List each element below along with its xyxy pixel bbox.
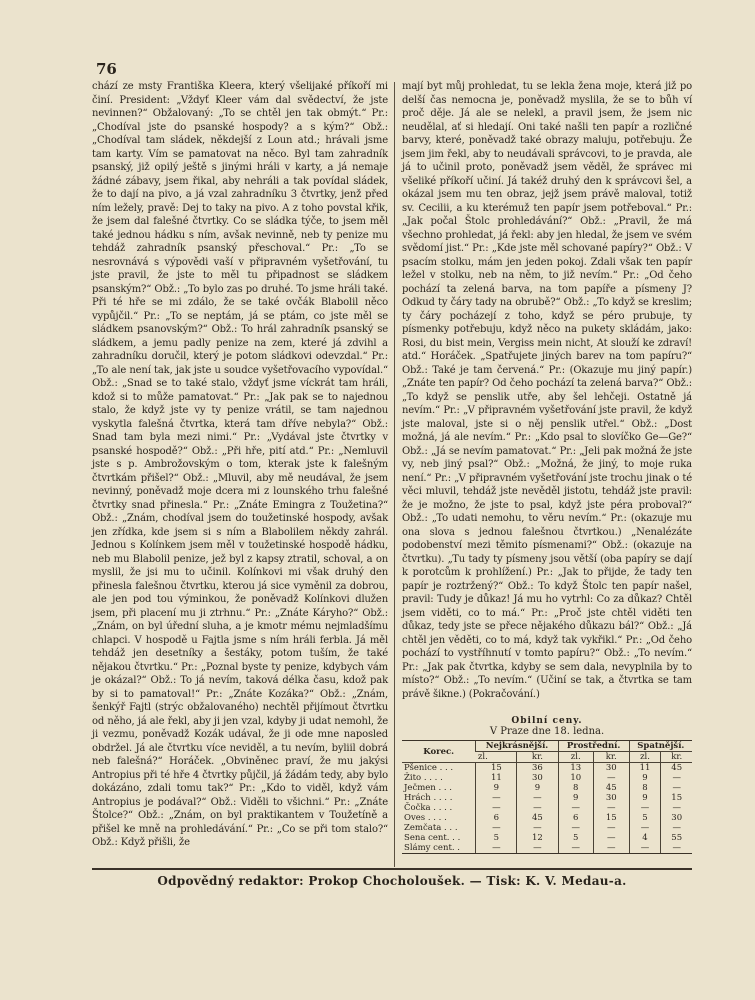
- commodity-name: Sena cent. . .: [404, 833, 461, 843]
- price-cell: —: [661, 823, 692, 833]
- left-column-text: chází ze msty Františka Kleera, který všelijaké příkoří mi činí. President: „Vždyť Kleer vám dal svědectví, že jste nevinnen?“ Obžalovaný: „To se chtěl jen tak obmýt.“ Pr.: „Chodíval jste do psanské hospody? a s kým?“ Obž.: „Chodíval tam sládek, někdejší z Loun atd.; hrávali jsme tam karty. Vím se pamatovat na něco. Byl tam zahradník psanský, již opilý ještě s jinými hráli v karty, a já nemaje žádné zábavy, jsem řikal, aby nehráli a tak povídal sládek, že to dají na pivo, a já vzal zahradníku 3 čtvrtky, jenž před ním ležely, pravě: Dej to taky na pivo. A z toho povstal křik, že jsem dal falešné čtvrtky. Co se sládka týče, to jsem měl také jednou hádku s ním, avšak nevinně, neb ty penize mu tehdáž zahradník psanský přeschoval.“ Pr.: „To se nesrovnává s výpovědi vaší v připravném vyšetřování, tu jste pravil, že jste to měl tu připadnost se sládkem psanským?“ Obž.: „To bylo zas po druhé. To jsme hráli také. Při té hře se mi zdálo, že se také ovčák Blabolil něco vypůjčil.“ Pr.: „To se neptám, já se ptám, co jste měl se sládkem psanovským?“ Obž.: To hrál zahradník psanský se sládkem, a jemu padly penize na zem, které já zdvihl a zahradníku doručil, který je potom sládkovi odevzdal.“ Pr.: „To ale není tak, jak jste u soudce vyšetřovacího vypovídal.“ Obž.: „Snad se to také stalo, vždyť jsme víckrát tam hráli, kdož si to může pamatovat.“ Pr.: „Jak pak se to najednou stalo, že když jste vy ty penize vrátil, se tam najednou vyskytla falešná čtvrtka, která tam dříve nebyla?“ Obž.: Snad tam byla mezi nimi.“ Pr.: „Vydával jste čtvrtky v psanské hospodě?“ Obž.: „Při hře, pití atd.“ Pr.: „Nemluvil jste s p. Ambrožovským o tom, kterak jste k falešným čtvrtkám přišel?“ Obž.: „Mluvil, aby mě neudával, že jsem nevinný, poněvadž moje dcera mi z lounského trhu falešné čtvrtky snad přinesla.“ Pr.: „Znáte Emingra z Toužetina?“ Obž.: „Znám, chodíval jsem do toužetinské hospody, avšak jen zřídka, kde jsem si s ním a Blabolilem někdy zahrál. Jednou s Kolínkem jsem měl v toužetinské hospodě hádku, neb mu Blabolil penize, jež byl z kapsy ztratil, schoval, a on myslil, že jsi mu to učinil. Kolínkovi mi však druhý den přinesla falešnou čtvrtku, kterou já sice vyměnil za dobrou, ale jen pod tou výminkou, že poněvadž Kolínkovi dlužen jsem, při placení mu ji ztrhnu.“ Pr.: „Znáte Káryho?“ Obž.: „Znám, on byl úřední sluha, a je kmotr mému nejmladšímu chlapci. V hospodě u Fajtla jsme s ním hráli ferbla. Já měl tehdáž jen desetníky a šestáky, potom tuším, že také nějakou čtvrtku.“ Pr.: „Poznal byste ty penize, kdybych vám je okázal?“ Obž.: To já nevím, taková délka času, kdož pak by si to pamatoval!“ Pr.: „Znáte Kozáka?“ Obž.: „Znám, šenkýř Fajtl (strýc obžalovaného) nechtěl přijímout čtvrtku od něho, já ale řekl, aby ji jen vzal, kdyby ji udat nemohl, že ji vezmu, poněvadž Kozák udával, že ji ode mne naposled obdržel. Já ale čtvrtku více neviděl, a tu nevím, byliil dobrá neb falešná?“ Horáček. „Obviněnec praví, že mu jakýsi Antropius při té hře 4 čtvrtky půjčil, já žádám tedy, aby bylo dokázáno, zdali tomu tak?“ Pr.: „Kdo to viděl, když vám Antropius je podával?“ Obž.: Viděli to všichni.“ Pr.: „Znáte Štolce?“ Obž.: „Znám, on byl praktikantem v Toužetíně a přišel ke mně na prohledávání.“ Pr.: „Co se při tom stalo?“ Obž.: Když přišli, že: [92, 81, 388, 848]
- price-cell: —: [661, 803, 692, 813]
- commodity-name: Zemčata . . .: [404, 823, 458, 833]
- table-row: [402, 813, 692, 823]
- table-row: [402, 783, 692, 793]
- prices-subtitle: V Praze dne 18. ledna.: [489, 726, 605, 737]
- price-cell: 9: [629, 773, 661, 783]
- page-number: 76: [96, 60, 117, 78]
- table-row: [402, 793, 692, 803]
- price-cell: 6: [558, 813, 593, 823]
- price-cell: 13: [558, 763, 593, 774]
- footer-rule: [92, 868, 692, 870]
- price-cell: —: [476, 843, 517, 854]
- price-cell: —: [517, 793, 558, 803]
- price-cell: —: [593, 823, 629, 833]
- price-cell: —: [476, 793, 517, 803]
- price-cell: —: [661, 773, 692, 783]
- col-group-middle: Prostřední.: [558, 741, 629, 752]
- table-row: [402, 803, 692, 813]
- price-cell: —: [661, 783, 692, 793]
- price-cell: 15: [661, 793, 692, 803]
- col-group-best: Nejkrásnější.: [476, 741, 558, 752]
- price-cell: —: [476, 823, 517, 833]
- price-cell: 12: [517, 833, 558, 843]
- price-cell: 15: [593, 813, 629, 823]
- column-divider: [394, 82, 395, 867]
- price-cell: 9: [517, 783, 558, 793]
- prices-table: [402, 740, 692, 854]
- sub-header: zl.: [476, 752, 517, 763]
- price-cell: 6: [476, 813, 517, 823]
- price-cell: —: [629, 803, 661, 813]
- table-row: [402, 763, 692, 774]
- price-cell: 10: [558, 773, 593, 783]
- price-cell: 30: [593, 793, 629, 803]
- price-cell: 45: [593, 783, 629, 793]
- sub-header: kr.: [593, 752, 629, 763]
- commodity-name: Ječmen . . .: [404, 783, 452, 793]
- price-cell: 9: [558, 793, 593, 803]
- sub-header: kr.: [661, 752, 692, 763]
- price-cell: —: [593, 803, 629, 813]
- price-cell: —: [593, 773, 629, 783]
- prices-title: Obilní ceny.: [511, 716, 583, 726]
- commodity-name: Pšenice . . .: [404, 763, 454, 773]
- col-korec: Korec.: [402, 741, 476, 763]
- price-cell: 9: [629, 793, 661, 803]
- commodity-name: Žito . . . .: [404, 773, 443, 783]
- right-column-text: mají byt můj prohledat, tu se lekla žena moje, která již po delší čas nemocna je, poněvadž myslila, že se to bůh ví proč děje. Já ale se nelekl, a pravil jsem, že jsem nic neudělal, ať si hledají. Oni také našli ten papír a rozličné barvy, které, poněvadž také obrazy maluju, potřebuju. Že jsem jim řekl, aby to neudávali správcovi, to je pravda, ale já to učinil proto, poněvadž jsem věděl, že správec mi všeliké příkoří učiní. Já takéž druhý den k správcovi šel, a okázal jsem mu ten obraz, jejž jsem právě maloval, totiž sv. Cecilii, a ku kterémuž ten papír jsem potřeboval.“ Pr.: „Jak počal Štolc prohledávání?“ Obž.: „Pravil, že má všechno prohledat, já řekl: aby jen hledal, že jsem ve svém svědomí jist.“ Pr.: „Kde jste měl schované papíry?“ Obž.: V psacím stolku, mám jen jeden pokoj. Zdali však ten papír ležel v stolku, neb na něm, to již nevím.“ Pr.: „Od čeho pochází ta zelená barva, na tom papíře a písmeny J? Odkud ty čáry tady na obrubě?“ Obž.: „To když se kreslim; ty čáry pocházejí z toho, když se péro prubuje, ty písmenky potřebuju, když něco na pukety skládám, jako: Rosi, du bist mein, Vergiss mein nicht, At slouží ke zdraví! atd.“ Horáček. „Spatřujete jiných barev na tom papíru?“ Obž.: Také je tam červená.“ Pr.: (Okazuje mu jiný papír.) „Znáte ten papír? Od čeho pochází ta zelená barva?“ Obž.: „To když se penslik utře, aby šel lehčeji. Ostatně já nevím.“ Pr.: „V připravném vyšetřování jste pravil, že když jste maloval, jste si o něj penslik utřel.“ Obž.: „Dost možná, já ale nevím.“ Pr.: „Kdo psal to slovíčko Ge—Ge?“ Obž.: „Já se nevím pamatovat.“ Pr.: „Jeli pak možná že jste vy, neb jiný psal?“ Obž.: „Možná, že jiný, to moje ruka není.“ Pr.: „V připravném vyšetřování jste trochu jinak o té věci mluvil, tehdáž jste nevěděl jistotu, tehdáž jste pravil: že je možno, že jste to psal, když jste péra proboval?“ Obž.: „To udati nemohu, to věru nevím.“ Pr.: (okazuje mu ona slova s jednou falešnou čtvrtkou.) „Nenalézáte podobenství mezi těmito písmenami?“ Obž.: (okazuje na čtvrtku). „Tu tady ty písmeny jsou větší (oba papíry se dají k porotcům k prohlížení.) Pr.: „Jak to přijde, že tady ten papír je roztržený?“ Obž.: To když Štolc ten papír našel, pravil: Tudy je důkaz! Já mu ho vytrhl: Co za důkaz? Chtěl jsem viděti, co to má.“ Pr.: „Proč jste chtěl viděti ten důkaz, tedy jste se přece nějakého důkazu bál?“ Obž.: „Já chtěl jen věděti, co to má, když tak vykřikl.“ Pr.: „Od čeho pochází to vystříhnutí v tomto papíru?“ Obž.: „To nevím.“ Pr.: „Jak pak čtvrtka, kdyby se sem dala, nevyplnila by to místo?“ Obž.: „To nevím.“ (Učiní se tak, a čtvrtka se tam právě šikne.) (Pokračování.): [402, 81, 692, 700]
- imprint-footer: Odpovědný redaktor: Prokop Chocholoušek. — Tisk: K. V. Medau-a.: [157, 874, 627, 888]
- table-row: [402, 833, 692, 843]
- col-group-worst: Spatnější.: [629, 741, 692, 752]
- commodity-name: Čočka . . . .: [404, 803, 453, 813]
- price-cell: —: [661, 843, 692, 854]
- price-cell: —: [629, 843, 661, 854]
- price-cell: 11: [476, 773, 517, 783]
- left-column: [92, 80, 388, 850]
- price-cell: 30: [593, 763, 629, 774]
- price-cell: —: [517, 803, 558, 813]
- price-cell: —: [558, 803, 593, 813]
- price-cell: —: [593, 833, 629, 843]
- price-cell: —: [517, 823, 558, 833]
- sub-header: zl.: [629, 752, 661, 763]
- price-cell: —: [558, 843, 593, 854]
- price-cell: 5: [629, 813, 661, 823]
- grain-prices-section: [402, 716, 692, 854]
- price-cell: —: [558, 823, 593, 833]
- price-cell: 8: [629, 783, 661, 793]
- price-cell: —: [517, 843, 558, 854]
- price-cell: 11: [629, 763, 661, 774]
- table-row: [402, 823, 692, 833]
- price-cell: 30: [661, 813, 692, 823]
- commodity-name: Slámy cent. .: [402, 843, 476, 854]
- commodity-name: Oves . . . .: [404, 813, 447, 823]
- price-cell: 30: [517, 773, 558, 783]
- price-cell: 9: [476, 783, 517, 793]
- price-cell: 15: [476, 763, 517, 774]
- price-cell: 36: [517, 763, 558, 774]
- table-row: [402, 773, 692, 783]
- price-cell: —: [476, 803, 517, 813]
- sub-header: kr.: [517, 752, 558, 763]
- price-cell: 8: [558, 783, 593, 793]
- sub-header: zl.: [558, 752, 593, 763]
- right-column: [402, 80, 692, 701]
- price-cell: 55: [661, 833, 692, 843]
- price-cell: 45: [517, 813, 558, 823]
- table-row: [402, 843, 692, 854]
- price-cell: 5: [558, 833, 593, 843]
- commodity-name: Hrách . . . .: [404, 793, 453, 803]
- price-cell: —: [593, 843, 629, 854]
- price-cell: 4: [629, 833, 661, 843]
- price-cell: —: [629, 823, 661, 833]
- price-cell: 45: [661, 763, 692, 774]
- price-cell: 5: [476, 833, 517, 843]
